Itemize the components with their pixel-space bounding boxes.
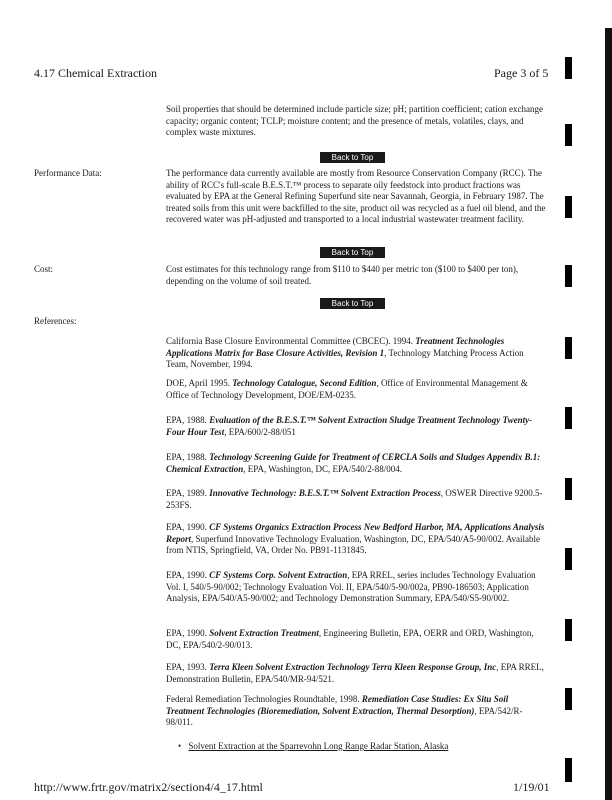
soil-properties-text: Soil properties that should be determined include particle size; pH; partition coefficient; cation exchange capacity; organic content; TCLP; moisture content; and the presence of metals, volatiles, clays, and complex waste mixtures.: [166, 104, 543, 137]
margin-mark: [565, 688, 572, 710]
performance-data-label: Performance Data:: [34, 168, 102, 178]
margin-mark: [565, 265, 572, 287]
back-to-top-button[interactable]: Back to Top: [320, 298, 385, 309]
margin-mark: [565, 758, 572, 782]
margin-mark: [565, 619, 572, 641]
right-margin-bar: [605, 28, 612, 800]
reference-item: EPA, 1990. CF Systems Corp. Solvent Extraction, EPA RREL, series includes Technology Evaluation Vol. I, 540/5-90/002; Technology Evaluation Vol. II, EPA/540/5-90/002a, PB90-186503; Application Analysis, EPA/540/A5-90/002; and Technology Demonstration Summary, EPA/540/S5-90/002.: [166, 570, 536, 603]
margin-mark: [565, 407, 572, 429]
reference-item: EPA, 1988. Technology Screening Guide for Treatment of CERCLA Soils and Sludges Appendix B.1: Chemical Extraction, EPA, Washington, DC, EPA/540/2-88/004.: [166, 452, 541, 474]
reference-item: DOE, April 1995. Technology Catalogue, Second Edition, Office of Environmental Management & Office of Technology Development, DOE/EM-0235.: [166, 378, 528, 400]
bullet-list-item: [178, 741, 448, 751]
reference-item: EPA, 1988. Evaluation of the B.E.S.T.™ Solvent Extraction Sludge Treatment Technology Twenty-Four Hour Test, EPA/600/2-88/051: [166, 415, 533, 437]
cost-text: Cost estimates for this technology range from $110 to $440 per metric ton ($100 to $400 per ton), depending on the volume of soil treated.: [166, 264, 519, 286]
footer-url: http://www.frtr.gov/matrix2/section4/4_17.html: [34, 780, 263, 794]
reference-item: Federal Remediation Technologies Roundtable, 1998. Remediation Case Studies: Ex Situ Soil Treatment Technologies (Bioremediation, Solvent Extraction, Thermal Desorption), EPA/542/R-98/011.: [166, 694, 523, 727]
reference-item: EPA, 1989. Innovative Technology: B.E.S.T.™ Solvent Extraction Process, OSWER Directive 9200.5-253FS.: [166, 488, 543, 510]
back-to-top-button[interactable]: Back to Top: [320, 247, 385, 258]
references-label: References:: [34, 316, 77, 326]
margin-mark: [565, 196, 572, 218]
back-to-top-button[interactable]: Back to Top: [320, 152, 385, 163]
reference-item: EPA, 1993. Terra Kleen Solvent Extraction Technology Terra Kleen Response Group, Inc, EPA RREL, Demonstration Bulletin, EPA/540/MR-94/521.: [166, 662, 544, 684]
bullet-icon: •: [178, 741, 182, 751]
sparrevohn-case-study-link[interactable]: Solvent Extraction at the Sparrevohn Long Range Radar Station, Alaska: [188, 741, 449, 751]
margin-mark: [565, 337, 572, 359]
margin-mark: [565, 57, 572, 79]
footer-date: 1/19/01: [513, 780, 550, 794]
margin-mark: [565, 478, 572, 500]
reference-item: California Base Closure Environmental Committee (CBCEC). 1994. Treatment Technologies Applications Matrix for Base Closure Activities, Revision 1, Technology Matching Process Action Team, November, 1994.: [166, 336, 524, 369]
section-title: 4.17 Chemical Extraction: [34, 66, 157, 80]
margin-mark: [565, 124, 572, 146]
performance-data-text: The performance data currently available are mostly from Resource Conservation Company (RCC). The ability of RCC's full-scale B.E.S.T.™ process to separate oily feedstock into product fractions was evaluated by EPA at the General Refining Superfund site near Savannah, Georgia, in February 1987. The treated soils from this unit were backfilled to the site, product oil was recycled as a fuel oil blend, and the recovered water was pH-adjusted and transported to a local industrial wastewater treatment facility.: [166, 168, 546, 224]
reference-item: EPA, 1990. Solvent Extraction Treatment, Engineering Bulletin, EPA, OERR and ORD, Washington, DC, EPA/540/2-90/013.: [166, 628, 534, 650]
page-number: Page 3 of 5: [494, 66, 549, 80]
margin-mark: [565, 548, 572, 570]
reference-item: EPA, 1990. CF Systems Organics Extraction Process New Bedford Harbor, MA, Applications Analysis Report, Superfund Innovative Technology Evaluation, Washington, DC, EPA/540/A5-90/002. Available from NTIS, Springfield, VA, Order No. PB91-1131845.: [166, 522, 545, 555]
cost-label: Cost:: [34, 264, 54, 274]
